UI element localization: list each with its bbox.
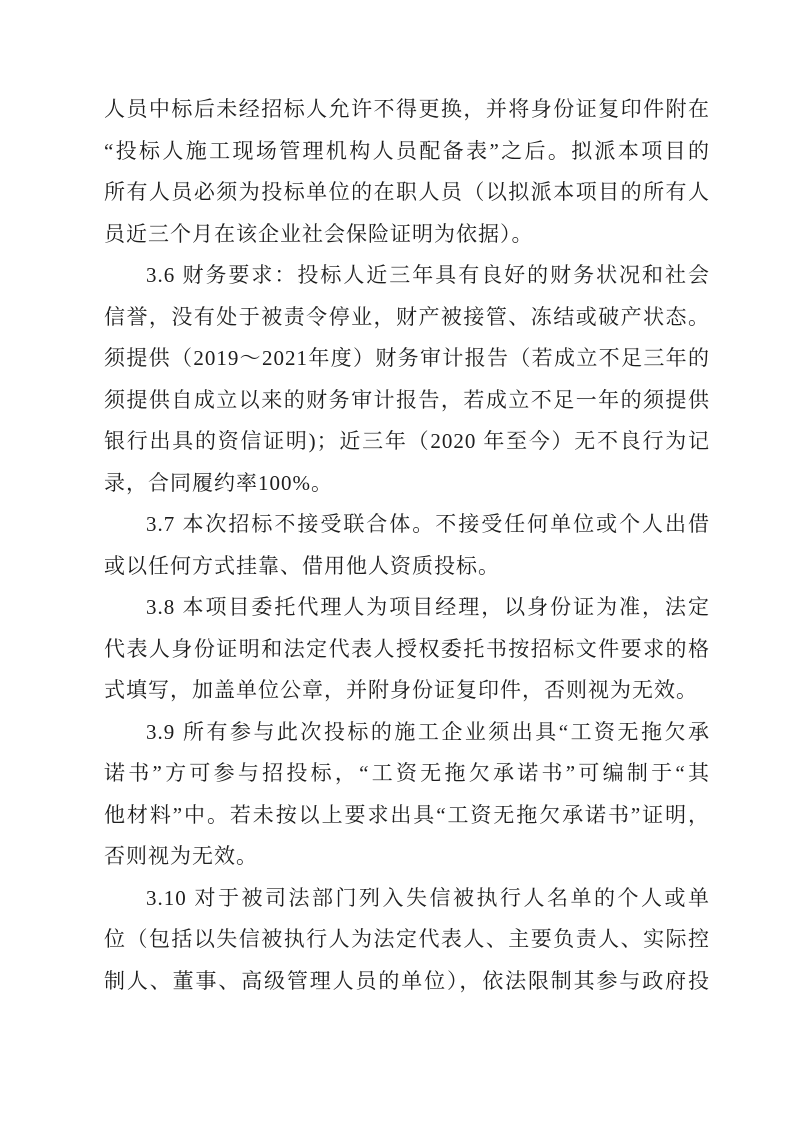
doc-line: 3.6 财务要求：投标人近三年具有良好的财务状况和社会	[146, 263, 710, 287]
doc-line: 3.7 本次招标不接受联合体。不接受任何单位或个人出借	[146, 512, 710, 536]
doc-line: 位（包括以失信被执行人为法定代表人、主要负责人、实际控	[104, 927, 710, 951]
doc-line: 员近三个月在该企业社会保险证明为依据）。	[104, 221, 534, 246]
doc-line: 3.8 本项目委托代理人为项目经理，以身份证为准，法定	[146, 595, 710, 619]
document-body	[104, 89, 710, 1002]
doc-line: 制人、董事、高级管理人员的单位），依法限制其参与政府投	[104, 968, 710, 993]
para-3-9-wage-commitment	[104, 712, 710, 878]
doc-line: 诺书”方可参与招投标，“工资无拖欠承诺书”可编制于“其	[104, 761, 710, 785]
para-3-10-dishonest-executees	[104, 878, 710, 1003]
doc-line: 须提供（2019～2021年度）财务审计报告（若成立不足三年的	[104, 346, 710, 370]
doc-line: 3.10 对于被司法部门列入失信被执行人名单的个人或单	[146, 885, 710, 910]
doc-line: 信誉，没有处于被责令停业，财产被接管、冻结或破产状态。	[104, 304, 710, 329]
doc-line: 否则视为无效。	[104, 844, 258, 868]
doc-line: 代表人身份证明和法定代表人授权委托书按招标文件要求的格	[104, 636, 710, 661]
doc-line: 人员中标后未经招标人允许不得更换，并将身份证复印件附在	[104, 97, 710, 121]
doc-line: 他材料”中。若未按以上要求出具“工资无拖欠承诺书”证明，	[104, 802, 710, 827]
para-3-6-financial-requirements	[104, 255, 710, 504]
para-3-7-no-consortium	[104, 504, 710, 587]
doc-line: 须提供自成立以来的财务审计报告，若成立不足一年的须提供	[104, 387, 710, 412]
doc-line: 银行出具的资信证明)；近三年（2020 年至今）无不良行为记	[104, 429, 710, 453]
para-3-8-authorized-agent	[104, 587, 710, 712]
doc-line: “投标人施工现场管理机构人员配备表”之后。拟派本项目的	[104, 138, 710, 163]
doc-line: 或以任何方式挂靠、借用他人资质投标。	[104, 553, 500, 578]
doc-line: 所有人员必须为投标单位的在职人员（以拟派本项目的所有人	[104, 180, 710, 204]
doc-line: 录，合同履约率100%。	[104, 470, 333, 495]
doc-line: 3.9 所有参与此次投标的施工企业须出具“工资无拖欠承	[146, 719, 710, 744]
para-personnel-continuation	[104, 89, 710, 255]
doc-line: 式填写，加盖单位公章，并附身份证复印件，否则视为无效。	[104, 678, 698, 702]
